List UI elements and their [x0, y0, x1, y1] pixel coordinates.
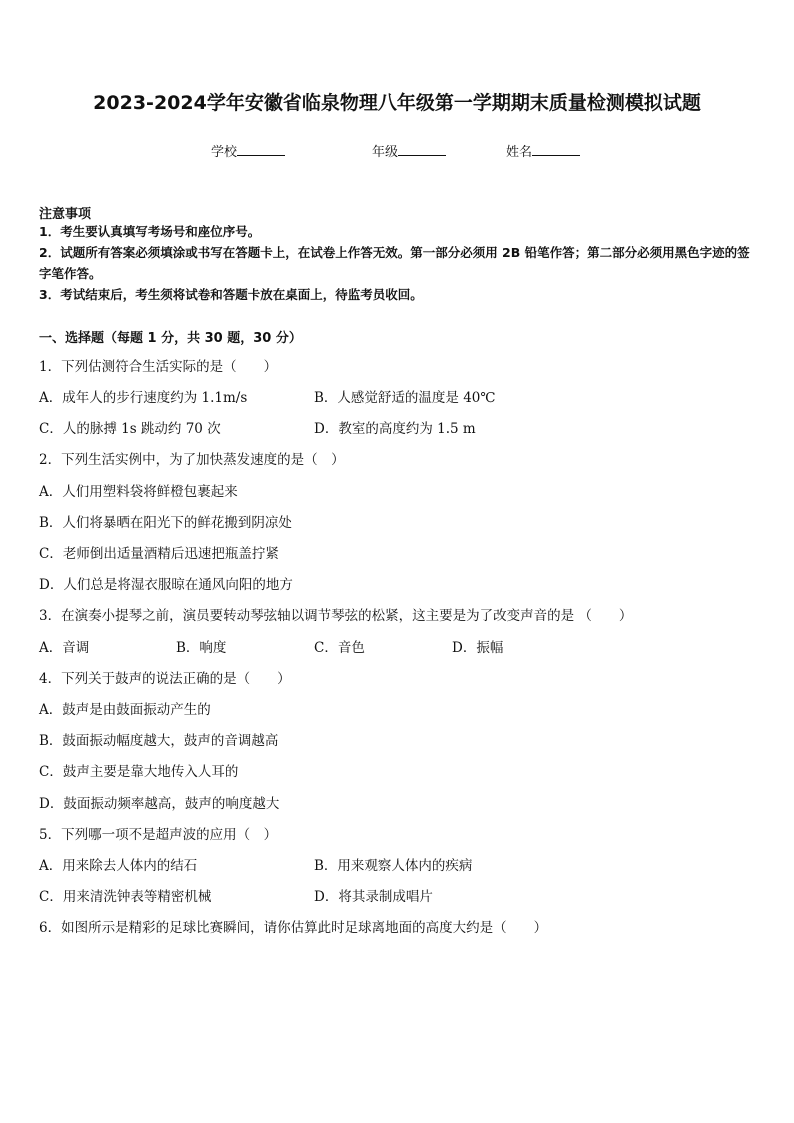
question-1-option-a: A．成年人的步行速度约为 1.1m/s	[39, 390, 248, 406]
question-2-stem: 2．下列生活实例中，为了加快蒸发速度的是（ ）	[39, 452, 345, 468]
question-2-option-b: B．人们将暴晒在阳光下的鲜花搬到阴凉处	[39, 515, 292, 531]
question-5-option-a: A．用来除去人体内的结石	[39, 858, 198, 874]
note-1: 1．考生要认真填写考场号和座位序号。	[39, 224, 261, 239]
question-1-stem: 1．下列估测符合生活实际的是（ ）	[39, 359, 278, 375]
notes-heading: 注意事项	[39, 207, 92, 222]
school-blank	[237, 142, 285, 156]
grade-field	[372, 141, 446, 160]
question-4-option-c: C．鼓声主要是靠大地传入人耳的	[39, 764, 239, 780]
question-2-option-a: A．人们用塑料袋将鲜橙包裹起来	[39, 484, 238, 500]
question-5-stem: 5．下列哪一项不是超声波的应用（ ）	[39, 827, 278, 843]
question-2-option-c: C．老师倒出适量酒精后迅速把瓶盖拧紧	[39, 546, 279, 562]
school-field	[211, 141, 285, 160]
question-3-stem: 3．在演奏小提琴之前，演员要转动琴弦轴以调节琴弦的松紧，这主要是为了改变声音的是 （ ）	[39, 608, 633, 624]
grade-label: 年级	[372, 145, 399, 160]
section-heading: 一、选择题（每题 1 分，共 30 题，30 分）	[39, 331, 302, 346]
question-4-stem: 4．下列关于鼓声的说法正确的是（ ）	[39, 671, 291, 687]
question-2-option-d: D．人们总是将湿衣服晾在通风向阳的地方	[39, 577, 293, 593]
name-label: 姓名	[506, 145, 533, 160]
school-label: 学校	[211, 145, 238, 160]
question-5-option-b: B．用来观察人体内的疾病	[314, 858, 473, 874]
question-4-option-a: A．鼓声是由鼓面振动产生的	[39, 702, 211, 718]
question-3-option-a: A．音调	[39, 640, 90, 656]
question-4-option-d: D．鼓面振动频率越高，鼓声的响度越大	[39, 796, 280, 812]
page-title: 2023-2024学年安徽省临泉物理八年级第一学期期末质量检测模拟试题	[93, 92, 701, 114]
note-2: 2．试题所有答案必须填涂或书写在答题卡上，在试卷上作答无效。第一部分必须用 2B 铅笔作答；第二部分必须用黑色字迹的签字笔作答。	[39, 245, 750, 281]
note-3: 3．考试结束后，考生须将试卷和答题卡放在桌面上，待监考员收回。	[39, 287, 423, 302]
question-3-option-b: B．响度	[176, 640, 227, 656]
question-1-option-d: D．教室的高度约为 1.5 m	[314, 421, 476, 437]
question-1-option-b: B．人感觉舒适的温度是 40℃	[314, 390, 496, 406]
name-field	[506, 141, 580, 160]
question-3-option-c: C．音色	[314, 640, 365, 656]
question-4-option-b: B．鼓面振动幅度越大，鼓声的音调越高	[39, 733, 279, 749]
grade-blank	[398, 142, 446, 156]
name-blank	[532, 142, 580, 156]
question-6-stem: 6．如图所示是精彩的足球比赛瞬间，请你估算此时足球离地面的高度大约是（ ）	[39, 920, 548, 936]
question-5-option-c: C．用来清洗钟表等精密机械	[39, 889, 212, 905]
question-1-option-c: C．人的脉搏 1s 跳动约 70 次	[39, 421, 221, 437]
question-5-option-d: D．将其录制成唱片	[314, 889, 433, 905]
question-3-option-d: D．振幅	[452, 640, 504, 656]
